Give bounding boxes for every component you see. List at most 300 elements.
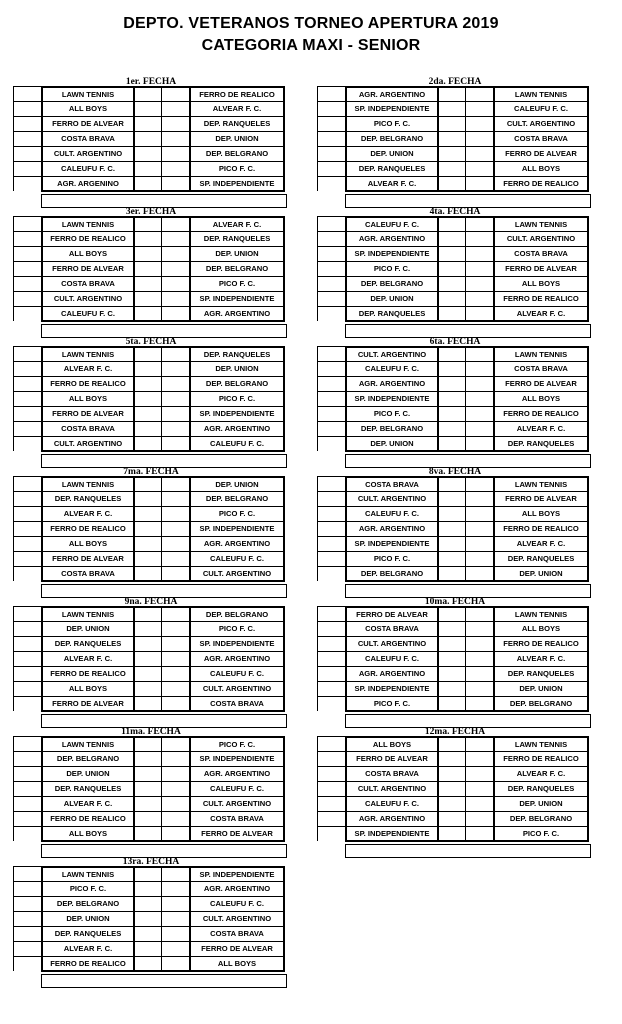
away-score-cell — [465, 436, 493, 452]
away-score-cell — [465, 101, 493, 116]
away-team: DEP. UNION — [493, 566, 589, 582]
home-team: CULT. ARGENTINO — [41, 436, 133, 452]
home-score-cell — [437, 436, 465, 452]
away-score-cell — [465, 346, 493, 361]
row-number-cell — [13, 941, 41, 956]
home-team: CULT. ARGENTINO — [345, 781, 437, 796]
away-score-cell — [465, 176, 493, 192]
away-team: FERRO DE REALICO — [493, 521, 589, 536]
away-team: CALEUFU F. C. — [189, 666, 285, 681]
home-score-cell — [437, 146, 465, 161]
home-score-cell — [133, 636, 161, 651]
away-score-cell — [465, 566, 493, 582]
row-number-cell — [13, 766, 41, 781]
match-row — [317, 146, 589, 161]
home-score-cell — [133, 216, 161, 231]
row-number-cell — [13, 116, 41, 131]
match-row — [317, 216, 589, 231]
away-team: PICO F. C. — [493, 826, 589, 842]
away-team: DEP. RANQUELES — [189, 116, 285, 131]
away-score-cell — [161, 521, 189, 536]
row-number-cell — [13, 651, 41, 666]
home-score-cell — [437, 826, 465, 842]
away-team: COSTA BRAVA — [493, 246, 589, 261]
match-row — [317, 376, 589, 391]
away-team: DEP. RANQUELES — [493, 551, 589, 566]
home-team: COSTA BRAVA — [41, 131, 133, 146]
row-number-cell — [317, 246, 345, 261]
fecha-label: 9na. FECHA — [124, 597, 178, 607]
away-team: SP. INDEPENDIENTE — [189, 291, 285, 306]
home-team: AGR. ARGENTINO — [345, 521, 437, 536]
away-team: ALL BOYS — [493, 391, 589, 406]
home-score-cell — [133, 606, 161, 621]
home-score-cell — [437, 216, 465, 231]
away-score-cell — [161, 346, 189, 361]
row-number-cell — [13, 536, 41, 551]
match-row — [317, 261, 589, 276]
home-score-cell — [133, 751, 161, 766]
match-row — [13, 926, 285, 941]
row-number-cell — [317, 536, 345, 551]
row-number-cell — [317, 651, 345, 666]
row-number-cell — [317, 391, 345, 406]
home-team: DEP. UNION — [41, 621, 133, 636]
away-score-cell — [161, 941, 189, 956]
match-row — [317, 681, 589, 696]
away-score-cell — [161, 896, 189, 911]
match-row — [13, 276, 285, 291]
row-number-cell — [317, 116, 345, 131]
match-row — [317, 361, 589, 376]
row-number-cell — [13, 896, 41, 911]
home-team: LAWN TENNIS — [41, 866, 133, 881]
row-number-cell — [13, 751, 41, 766]
away-team: DEP. BELGRANO — [189, 376, 285, 391]
away-score-cell — [465, 621, 493, 636]
home-score-cell — [133, 436, 161, 452]
home-team: AGR. ARGENTINO — [345, 376, 437, 391]
match-row — [13, 621, 285, 636]
away-score-cell — [161, 651, 189, 666]
away-team: COSTA BRAVA — [189, 696, 285, 712]
fecha-label: 1er. FECHA — [125, 77, 177, 87]
fecha-label: 12ma. FECHA — [424, 727, 486, 737]
match-row — [317, 566, 589, 581]
home-team: DEP. UNION — [345, 291, 437, 306]
match-row — [317, 551, 589, 566]
away-score-cell — [161, 506, 189, 521]
home-score-cell — [437, 346, 465, 361]
away-score-cell — [465, 476, 493, 491]
home-score-cell — [133, 881, 161, 896]
home-score-cell — [437, 161, 465, 176]
notes-box — [41, 584, 287, 598]
home-team: COSTA BRAVA — [345, 621, 437, 636]
match-row — [317, 651, 589, 666]
fixture-table — [317, 476, 589, 581]
home-team: CALEUFU F. C. — [41, 161, 133, 176]
row-number-cell — [13, 636, 41, 651]
home-team: PICO F. C. — [345, 116, 437, 131]
home-team: FERRO DE ALVEAR — [41, 696, 133, 712]
home-score-cell — [437, 766, 465, 781]
match-row — [13, 896, 285, 911]
away-team: DEP. BELGRANO — [189, 491, 285, 506]
fecha-label: 4ta. FECHA — [429, 207, 481, 217]
home-team: PICO F. C. — [345, 261, 437, 276]
away-team: LAWN TENNIS — [493, 216, 589, 231]
away-team: COSTA BRAVA — [493, 131, 589, 146]
home-team: PICO F. C. — [41, 881, 133, 896]
away-team: PICO F. C. — [189, 161, 285, 176]
away-score-cell — [465, 291, 493, 306]
away-score-cell — [465, 751, 493, 766]
home-team: DEP. BELGRANO — [345, 131, 437, 146]
match-row — [13, 421, 285, 436]
away-team: DEP. BELGRANO — [493, 696, 589, 712]
row-number-cell — [317, 781, 345, 796]
home-score-cell — [133, 536, 161, 551]
match-row — [317, 666, 589, 681]
match-row — [317, 161, 589, 176]
away-team: DEP. RANQUELES — [493, 781, 589, 796]
away-score-cell — [465, 86, 493, 101]
away-team: FERRO DE ALVEAR — [493, 376, 589, 391]
row-number-cell — [13, 476, 41, 491]
match-row — [13, 536, 285, 551]
match-row — [13, 306, 285, 321]
row-number-cell — [13, 291, 41, 306]
row-number-cell — [13, 391, 41, 406]
away-score-cell — [465, 696, 493, 712]
away-team: DEP. RANQUELES — [189, 346, 285, 361]
match-row — [317, 696, 589, 711]
home-team: DEP. RANQUELES — [345, 161, 437, 176]
away-team: COSTA BRAVA — [189, 811, 285, 826]
away-team: AGR. ARGENTINO — [189, 651, 285, 666]
home-score-cell — [437, 551, 465, 566]
away-score-cell — [161, 551, 189, 566]
home-score-cell — [437, 421, 465, 436]
away-score-cell — [465, 681, 493, 696]
match-row — [13, 86, 285, 101]
notes-box — [345, 454, 591, 468]
home-score-cell — [437, 491, 465, 506]
row-number-cell — [317, 216, 345, 231]
away-team: CALEUFU F. C. — [493, 101, 589, 116]
home-team: FERRO DE ALVEAR — [41, 116, 133, 131]
away-team: CULT. ARGENTINO — [189, 796, 285, 811]
home-score-cell — [133, 811, 161, 826]
match-row — [13, 796, 285, 811]
home-score-cell — [437, 101, 465, 116]
home-score-cell — [133, 551, 161, 566]
row-number-cell — [13, 826, 41, 841]
away-team: FERRO DE ALVEAR — [493, 261, 589, 276]
home-score-cell — [133, 131, 161, 146]
away-score-cell — [161, 491, 189, 506]
fecha-label: 11ma. FECHA — [121, 727, 181, 737]
home-team: CALEUFU F. C. — [345, 796, 437, 811]
away-team: ALL BOYS — [493, 621, 589, 636]
match-row — [317, 421, 589, 436]
match-row — [317, 826, 589, 841]
row-number-cell — [317, 811, 345, 826]
home-score-cell — [437, 736, 465, 751]
away-score-cell — [161, 131, 189, 146]
home-team: ALVEAR F. C. — [41, 796, 133, 811]
home-team: COSTA BRAVA — [345, 476, 437, 491]
away-score-cell — [465, 376, 493, 391]
away-team: DEP. UNION — [189, 131, 285, 146]
match-row — [13, 101, 285, 116]
home-score-cell — [133, 376, 161, 391]
match-row — [13, 216, 285, 231]
home-team: FERRO DE REALICO — [41, 811, 133, 826]
row-number-cell — [317, 131, 345, 146]
home-score-cell — [133, 391, 161, 406]
away-team: CALEUFU F. C. — [189, 781, 285, 796]
fecha-label: 7ma. FECHA — [123, 467, 179, 477]
row-number-cell — [317, 681, 345, 696]
home-score-cell — [437, 246, 465, 261]
away-team: PICO F. C. — [189, 391, 285, 406]
row-number-cell — [13, 666, 41, 681]
row-number-cell — [317, 566, 345, 581]
away-team: PICO F. C. — [189, 621, 285, 636]
home-score-cell — [133, 681, 161, 696]
away-score-cell — [465, 421, 493, 436]
home-team: FERRO DE REALICO — [41, 521, 133, 536]
match-row — [13, 956, 285, 971]
home-score-cell — [437, 291, 465, 306]
row-number-cell — [317, 421, 345, 436]
match-row — [13, 506, 285, 521]
home-score-cell — [437, 391, 465, 406]
notes-box — [345, 584, 591, 598]
match-row — [13, 521, 285, 536]
row-number-cell — [13, 881, 41, 896]
home-score-cell — [437, 566, 465, 582]
home-score-cell — [437, 231, 465, 246]
home-score-cell — [437, 621, 465, 636]
row-number-cell — [13, 161, 41, 176]
home-team: AGR. ARGENTINO — [345, 666, 437, 681]
home-score-cell — [133, 231, 161, 246]
home-score-cell — [437, 666, 465, 681]
home-score-cell — [437, 476, 465, 491]
document-subtitle: CATEGORIA MAXI - SENIOR — [201, 37, 421, 54]
fecha-label: 10ma. FECHA — [424, 597, 486, 607]
away-score-cell — [161, 766, 189, 781]
away-score-cell — [465, 161, 493, 176]
home-team: LAWN TENNIS — [41, 606, 133, 621]
home-team: CALEUFU F. C. — [345, 651, 437, 666]
match-row — [317, 116, 589, 131]
match-row — [13, 696, 285, 711]
notes-box — [345, 844, 591, 858]
match-row — [317, 306, 589, 321]
row-number-cell — [13, 146, 41, 161]
home-score-cell — [133, 406, 161, 421]
home-team: SP. INDEPENDIENTE — [345, 536, 437, 551]
home-score-cell — [133, 566, 161, 582]
away-team: CALEUFU F. C. — [189, 436, 285, 452]
away-score-cell — [465, 811, 493, 826]
home-score-cell — [133, 346, 161, 361]
away-score-cell — [161, 101, 189, 116]
match-row — [13, 826, 285, 841]
home-score-cell — [133, 521, 161, 536]
away-score-cell — [161, 696, 189, 712]
home-team: FERRO DE ALVEAR — [41, 551, 133, 566]
row-number-cell — [317, 261, 345, 276]
away-team: CULT. ARGENTINO — [189, 911, 285, 926]
row-number-cell — [13, 926, 41, 941]
match-row — [317, 536, 589, 551]
match-row — [317, 476, 589, 491]
row-number-cell — [13, 246, 41, 261]
away-team: AGR. ARGENTINO — [189, 881, 285, 896]
home-score-cell — [437, 276, 465, 291]
away-score-cell — [465, 636, 493, 651]
fixture-table — [13, 476, 285, 581]
away-team: ALVEAR F. C. — [189, 101, 285, 116]
notes-box — [41, 194, 287, 208]
fecha-label: 3er. FECHA — [125, 207, 177, 217]
away-score-cell — [161, 86, 189, 101]
home-score-cell — [437, 636, 465, 651]
away-score-cell — [465, 606, 493, 621]
match-row — [13, 161, 285, 176]
match-row — [317, 751, 589, 766]
fecha-label: 6ta. FECHA — [429, 337, 481, 347]
away-score-cell — [161, 231, 189, 246]
away-score-cell — [465, 361, 493, 376]
home-team: CULT. ARGENTINO — [345, 636, 437, 651]
match-row — [13, 781, 285, 796]
home-score-cell — [133, 246, 161, 261]
home-score-cell — [437, 306, 465, 322]
row-number-cell — [317, 231, 345, 246]
away-score-cell — [161, 391, 189, 406]
away-score-cell — [465, 216, 493, 231]
home-team: ALL BOYS — [41, 826, 133, 842]
row-number-cell — [13, 521, 41, 536]
row-number-cell — [317, 476, 345, 491]
away-team: FERRO DE REALICO — [493, 406, 589, 421]
away-team: FERRO DE ALVEAR — [493, 146, 589, 161]
home-team: DEP. BELGRANO — [345, 566, 437, 582]
away-team: ALL BOYS — [189, 956, 285, 972]
away-score-cell — [161, 116, 189, 131]
match-row — [13, 231, 285, 246]
away-team: AGR. ARGENTINO — [189, 421, 285, 436]
fecha-label: 13ra. FECHA — [122, 857, 180, 867]
row-number-cell — [13, 436, 41, 451]
row-number-cell — [13, 231, 41, 246]
row-number-cell — [13, 696, 41, 711]
away-score-cell — [465, 491, 493, 506]
away-team: FERRO DE ALVEAR — [493, 491, 589, 506]
row-number-cell — [317, 176, 345, 191]
away-team: CALEUFU F. C. — [189, 896, 285, 911]
row-number-cell — [13, 306, 41, 321]
away-team: DEP. RANQUELES — [493, 436, 589, 452]
home-team: ALVEAR F. C. — [41, 941, 133, 956]
away-score-cell — [161, 826, 189, 842]
away-team: FERRO DE ALVEAR — [189, 826, 285, 842]
notes-box — [41, 844, 287, 858]
home-team: DEP. RANQUELES — [41, 636, 133, 651]
match-row — [13, 291, 285, 306]
home-team: FERRO DE REALICO — [41, 231, 133, 246]
away-score-cell — [161, 566, 189, 582]
row-number-cell — [317, 276, 345, 291]
away-score-cell — [161, 176, 189, 192]
match-row — [13, 766, 285, 781]
home-team: LAWN TENNIS — [41, 476, 133, 491]
home-team: LAWN TENNIS — [41, 216, 133, 231]
match-row — [13, 406, 285, 421]
row-number-cell — [317, 491, 345, 506]
away-team: SP. INDEPENDIENTE — [189, 636, 285, 651]
home-score-cell — [437, 536, 465, 551]
home-team: DEP. BELGRANO — [345, 421, 437, 436]
match-row — [13, 146, 285, 161]
home-score-cell — [437, 696, 465, 712]
match-row — [13, 866, 285, 881]
home-team: PICO F. C. — [345, 696, 437, 712]
away-team: DEP. BELGRANO — [493, 811, 589, 826]
home-score-cell — [133, 651, 161, 666]
home-score-cell — [437, 781, 465, 796]
away-team: DEP. UNION — [493, 681, 589, 696]
home-score-cell — [133, 276, 161, 291]
away-team: DEP. BELGRANO — [189, 606, 285, 621]
match-row — [317, 491, 589, 506]
home-team: DEP. UNION — [41, 766, 133, 781]
home-score-cell — [133, 766, 161, 781]
home-team: ALVEAR F. C. — [41, 651, 133, 666]
away-team: LAWN TENNIS — [493, 346, 589, 361]
home-score-cell — [437, 261, 465, 276]
fecha-label: 8va. FECHA — [428, 467, 482, 477]
away-team: PICO F. C. — [189, 506, 285, 521]
fixture-table — [317, 216, 589, 321]
away-score-cell — [161, 866, 189, 881]
match-row — [317, 811, 589, 826]
home-score-cell — [133, 146, 161, 161]
fixture-table — [13, 736, 285, 841]
fixture-table — [317, 86, 589, 191]
match-row — [317, 606, 589, 621]
fixture-table — [13, 866, 285, 971]
away-team: ALL BOYS — [493, 276, 589, 291]
home-score-cell — [133, 781, 161, 796]
home-team: SP. INDEPENDIENTE — [345, 101, 437, 116]
home-team: COSTA BRAVA — [41, 566, 133, 582]
home-team: CALEUFU F. C. — [345, 216, 437, 231]
home-team: DEP. UNION — [345, 146, 437, 161]
away-team: COSTA BRAVA — [189, 926, 285, 941]
away-score-cell — [465, 116, 493, 131]
row-number-cell — [13, 421, 41, 436]
match-row — [13, 261, 285, 276]
home-score-cell — [133, 116, 161, 131]
home-score-cell — [133, 361, 161, 376]
